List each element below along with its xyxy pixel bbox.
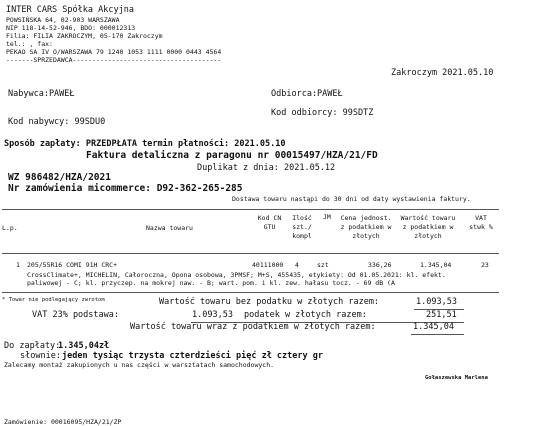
row-desc-line-2: paliwowej - C; kl. przyczep. na mokrej naw. - B; wart. pom. i kl. zew. hałasu tocz. - 69 dB (A — [27, 279, 395, 287]
gross-total-underline — [411, 334, 464, 335]
seller-branch: Filia: FILIA ZAKROCZYM, 05-170 Zakroczym — [6, 32, 163, 40]
order-number: Nr zamówienia micommerce: D92-362-265-285 — [8, 183, 243, 194]
amount-in-words: jeden tysiąc trzysta czterdzieści pięć zł cztery gr — [62, 351, 323, 361]
col-unit: JM — [323, 213, 331, 221]
footer-cut-text: Zamówienie: 00016095/HZA/21/ZP — [4, 418, 122, 426]
col-name: Nazwa towaru — [146, 224, 193, 232]
gross-total-label: Wartość towaru wraz z podatkiem w złotych razem: — [130, 322, 376, 332]
net-total-value: 1.093,53 — [416, 297, 457, 307]
row-qty: 4 — [295, 261, 299, 269]
vat-label: VAT 23% podstawa: — [32, 310, 119, 320]
seller-bank: PEKAO SA IV O/WARSZAWA 79 1240 1053 1111 0000 0443 4564 — [6, 48, 222, 56]
payable-label: Do zapłaty: — [4, 341, 61, 351]
row-vat: 23 — [481, 261, 489, 269]
col-code: Kod CN GTU — [257, 214, 282, 231]
col-value: Wartość towaru z podatkiem w złotych — [400, 214, 456, 240]
table-bottom-rule — [2, 292, 499, 293]
delivery-note: Dostawa towaru nastąpi do 30 dni od daty wystawienia faktury. — [232, 195, 471, 203]
vat-value: 251,51 — [426, 310, 457, 320]
vat-base: 1.093,53 — [192, 310, 233, 320]
recommendation: Zalecamy montaż zakupionych u nas części w warsztatach samochodowych. — [4, 361, 275, 369]
duplicate-date: Duplikat z dnia: 2021.05.12 — [197, 163, 336, 173]
buyer-code: Kod nabywcy: 99SDU0 — [8, 117, 106, 127]
col-qty: Ilość szt./ kompl — [292, 214, 312, 240]
signature: Gołaszewska Marlena — [425, 375, 488, 381]
words-label: słownie: — [20, 351, 61, 361]
table-top-rule — [2, 209, 499, 210]
row-code: 40111000 — [252, 261, 284, 269]
seller-separator: -------SPRZEDAWCA-------------------------------------- — [6, 56, 222, 64]
recipient-name: Odbiorca:PAWEŁ — [271, 89, 343, 99]
col-lp: L.p. — [2, 224, 18, 232]
col-price: Cena jednost. z podatkiem w złotych — [340, 214, 392, 240]
row-lp: 1 — [16, 261, 20, 269]
net-total-label: Wartość towaru bez podatku w złotych razem: — [159, 297, 380, 307]
gross-total-value: 1.345,04 — [413, 322, 454, 332]
payable-amount: 1.345,04zł — [58, 341, 110, 351]
row-value: 1.345,04 — [420, 261, 452, 269]
seller-contact: tel.: , fax: — [6, 40, 53, 48]
recipient-code: Kod odbiorcy: 99SDTZ — [271, 108, 374, 118]
wz-number: WZ 986482/HZA/2021 — [8, 172, 111, 183]
table-header-rule — [2, 253, 499, 254]
row-desc-line-1: CrossClimate+, MICHELIN, Całoroczna, Opona osobowa, 3PMSF; M+S, 455435, etykiety: Od 01.05.2021: kl. efekt. — [27, 271, 446, 279]
exempt-note: * Towar nie podlegający zwrotom — [2, 297, 105, 303]
seller-name: INTER CARS Spółka Akcyjna — [6, 5, 134, 15]
buyer-name: Nabywca:PAWEŁ — [8, 89, 75, 99]
payment-method: Sposób zapłaty: PRZEDPŁATA termin płatności: 2021.05.10 — [4, 139, 286, 149]
vat-mid-label: podatek w złotych razem: — [244, 310, 367, 320]
invoice-title: Faktura detaliczna z paragonu nr 00015497/HZA/21/FD — [86, 150, 378, 161]
seller-address: POWSIŃSKA 64, 02-903 WARSZAWA — [6, 16, 120, 24]
row-unit: szt — [317, 261, 329, 269]
row-price: 336,26 — [368, 261, 392, 269]
place-date: Zakroczym 2021.05.10 — [391, 68, 494, 78]
seller-nip: NIP 118-14-52-946, BDO: 000012313 — [6, 24, 136, 32]
row-name: 205/55R16 COMI 91H CRC+ — [27, 261, 118, 269]
col-vat: VAT stwk % — [469, 214, 493, 231]
